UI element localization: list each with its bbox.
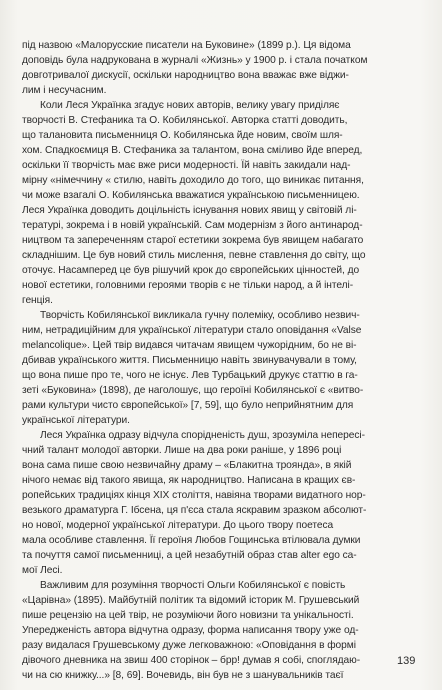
text-line: нічого немає від такого явища, як народництво. Написана в кращих єв- (22, 475, 356, 486)
text-line: нової естетики, головними героями творів є не тільки народ, а й інтелі- (22, 280, 354, 291)
text-line: хом. Спадкоємиця В. Стефаника за талантом, вона сміливо йде вперед, (22, 145, 363, 156)
text-line: melancolique». Цей твір видався читачам явищем чужорідним, бо не ві- (22, 340, 357, 351)
text-line: Упередженість автора відчутна одразу, форма написання твору уже од- (22, 625, 359, 636)
text-line: пише рецензію на цей твір, не розуміючи його новизни та унікальності. (22, 610, 354, 621)
text-line: довготривалої дискусії, оскільки народництво вона вважає вже віджи- (22, 70, 349, 81)
text-line: разу видалася Грушевському дуже легковажною: «Оповідання в формі (22, 640, 356, 651)
text-line: генція. (22, 295, 53, 306)
text-line: ним, нетрадиційним для української літератури стало оповідання «Valse (22, 325, 362, 336)
text-line: під назвою «Малорусские писатели на Буковине» (1899 р.). Ця відома (22, 40, 351, 51)
text-line: дівочого дневника на звиш 400 сторінок – брр! думав я собі, споглядаю- (22, 655, 361, 666)
text-line: складнішим. Це був новий стиль мислення, певне ставлення до світу, що (22, 250, 366, 261)
text-line: та почуття самої письменниці, а цей незабутній образ став alter ego са- (22, 550, 357, 561)
text-line: мірну «німеччину « стилю, навіть доходило до того, що виникає питання, (22, 175, 364, 186)
text-line: що талановита письменниця О. Кобилянська йде новим, своїм шля- (22, 130, 343, 141)
text-line: тературі, зокрема і в новій українській. Сам модернізм з його антинарод- (22, 220, 363, 231)
text-line: мала особливе ставлення. Її героїня Любов Гощинська втілювала думки (22, 535, 361, 546)
text-line: вона сама пише свою незвичайну драму – «Блакитна троянда», в якій (22, 460, 352, 471)
text-line: доповідь була надрукована в журналі «Жизнь» у 1900 р. і стала початком (22, 55, 368, 66)
text-line: чи може взагалі О. Кобилянська вважатися українською письменницею. (22, 190, 360, 201)
text-line: но нової, модерної української літератури. До цього твору поетеса (22, 520, 334, 531)
text-line: зеті «Буковина» (1898), де наголошує, що героїні Кобилянської є «витво- (22, 385, 364, 396)
text-line: ропейських традиціях кінця XIX століття, навіяна творами видатного нор- (22, 490, 366, 501)
text-line: української літератури. (22, 415, 130, 426)
text-line: рами культури чисто європейської» [7, 59], що було неприйнятним для (22, 400, 354, 411)
text-line: чи на сю книжку...» [8, 69]. Вочевидь, він був не з шанувальників таєї (22, 670, 344, 681)
text-line: дбивав українського життя. Письменницю навіть звинувачували в тому, (22, 355, 357, 366)
text-line: оточує. Насамперед це був рішучий крок до європейських цінностей, до (22, 265, 360, 276)
text-line: ництвом та запереченням старої естетики зокрема був явищем набагато (22, 235, 364, 246)
text-line: мої Лесі. (22, 565, 63, 576)
text-line: що вона пише про те, чого не існує. Лев Турбацький друкує статтю в га- (22, 370, 358, 381)
text-line: «Царівна» (1895). Майбутній політик та відомий історик М. Грушевський (22, 595, 360, 606)
body-text (22, 38, 418, 683)
text-line: творчості В. Стефаника та О. Кобилянської. Авторка статті доводить, (22, 115, 348, 126)
text-line: оскільки її творчість має вже риси модерності. Їй навіть закидали над- (22, 160, 351, 171)
text-line: чний талант молодої авторки. Лише на два роки раніше, у 1896 році (22, 445, 342, 456)
text-line: лим і несучасним. (22, 85, 107, 96)
text-line: везького драматурга Г. Ібсена, ця п'єса стала яскравим зразком абсолют- (22, 505, 367, 516)
text-line: Леся Українка доводить доцільність існування нових явищ у світовій лі- (22, 205, 357, 216)
paragraph-first-line: Леся Українка одразу відчула споріднeність душ, зрозуміла непересі- (40, 430, 365, 441)
paragraph-first-line: Коли Леся Українка згадує нових авторів, велику увагу приділяє (40, 100, 340, 111)
page-number: 139 (397, 655, 416, 667)
paragraph-first-line: Важливим для розуміння творчості Ольги Кобилянської є повість (40, 580, 346, 591)
paragraph-first-line: Творчість Кобилянської викликала гучну полеміку, особливо незвич- (40, 310, 360, 321)
